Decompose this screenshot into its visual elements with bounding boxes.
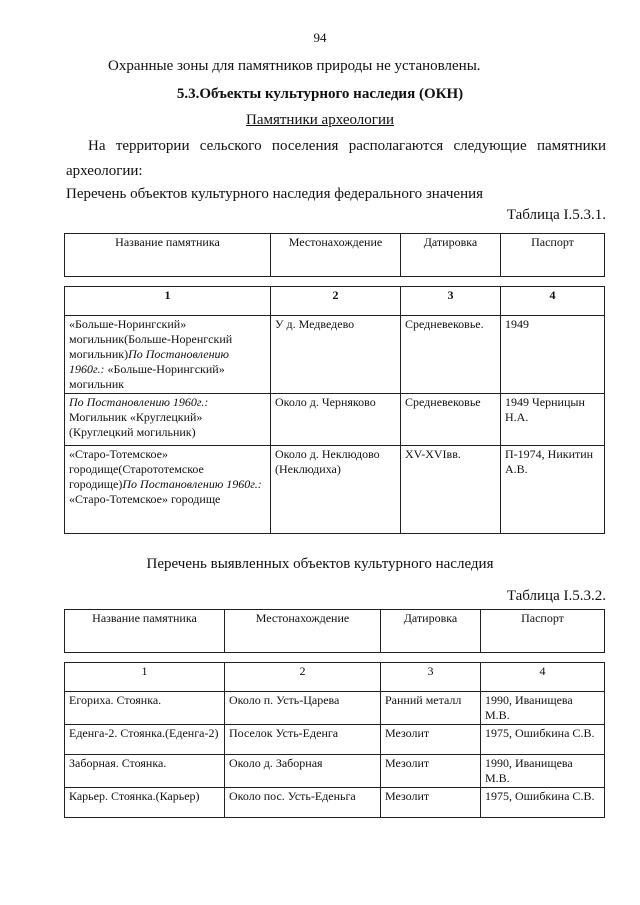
dating: Мезолит bbox=[381, 725, 481, 755]
location: У д. Медведево bbox=[271, 316, 401, 394]
passport: 1975, Ошибкина С.В. bbox=[481, 725, 605, 755]
table-cell: 4 bbox=[481, 663, 605, 692]
location: Около д. Черняково bbox=[271, 394, 401, 446]
archaeology-subheading: Памятники археологии bbox=[246, 112, 394, 128]
monument-name: Заборная. Стоянка. bbox=[65, 755, 225, 788]
table1-col-passport: Паспорт bbox=[501, 234, 605, 277]
passport: 1949 bbox=[501, 316, 605, 394]
table-cell: 3 bbox=[381, 663, 481, 692]
table-cell: 3 bbox=[401, 287, 501, 316]
table1-number-row bbox=[65, 287, 605, 316]
dating: XV-XVIвв. bbox=[401, 446, 501, 534]
table-row bbox=[65, 725, 605, 755]
table1-caption: Таблица I.5.3.1. bbox=[506, 207, 606, 223]
table-row bbox=[65, 446, 605, 534]
monument-name bbox=[65, 316, 271, 394]
location: Около пос. Усть-Еденьга bbox=[225, 788, 381, 818]
page-number: 94 bbox=[313, 30, 327, 45]
table-row bbox=[65, 788, 605, 818]
table1-body bbox=[64, 286, 605, 534]
intro-paragraph bbox=[66, 134, 606, 184]
table1-col-name: Название памятника bbox=[65, 234, 271, 277]
monument-name bbox=[65, 394, 271, 446]
decree-ref: По Постановлению 1960г.: bbox=[122, 477, 262, 491]
nature-zones-note: Охранные зоны для памятников природы не установлены. bbox=[108, 58, 481, 74]
table2-header bbox=[64, 609, 605, 653]
dating: Средневековье bbox=[401, 394, 501, 446]
table1-header bbox=[64, 233, 605, 277]
table2-caption: Таблица I.5.3.2. bbox=[506, 588, 606, 604]
table-row bbox=[65, 316, 605, 394]
name-text: «Больше-Норингский» могильник bbox=[69, 362, 225, 391]
passport: 1990, Иванищева М.В. bbox=[481, 692, 605, 725]
name-text: Могильник «Круглецкий» (Круглецкий могильник) bbox=[69, 410, 203, 439]
table-cell: 1 bbox=[65, 287, 271, 316]
dating: Мезолит bbox=[381, 755, 481, 788]
table-cell: 4 bbox=[501, 287, 605, 316]
table2-number-row bbox=[65, 663, 605, 692]
identified-list-title: Перечень выявленных объектов культурного наследия bbox=[146, 556, 494, 572]
location: Около п. Усть-Царева bbox=[225, 692, 381, 725]
table2-col-passport: Паспорт bbox=[481, 610, 605, 653]
table-row bbox=[65, 755, 605, 788]
table2-col-dating: Датировка bbox=[381, 610, 481, 653]
table2-col-location: Местонахождение bbox=[225, 610, 381, 653]
location: Около д. Неклюдово (Неклюдиха) bbox=[271, 446, 401, 534]
table-row bbox=[65, 692, 605, 725]
name-text: «Старо-Тотемское» городище bbox=[69, 492, 221, 506]
table-cell: 2 bbox=[225, 663, 381, 692]
table-row bbox=[65, 394, 605, 446]
monument-name: Карьер. Стоянка.(Карьер) bbox=[65, 788, 225, 818]
dating: Ранний металл bbox=[381, 692, 481, 725]
monument-name bbox=[65, 446, 271, 534]
monument-name: Егориха. Стоянка. bbox=[65, 692, 225, 725]
passport: 1949 Черницын Н.А. bbox=[501, 394, 605, 446]
location: Поселок Усть-Еденга bbox=[225, 725, 381, 755]
table-cell: 2 bbox=[271, 287, 401, 316]
section-heading: 5.3.Объекты культурного наследия (ОКН) bbox=[176, 86, 464, 102]
location: Около д. Заборная bbox=[225, 755, 381, 788]
table2-body bbox=[64, 662, 605, 818]
table-cell: 1 bbox=[65, 663, 225, 692]
table1-col-dating: Датировка bbox=[401, 234, 501, 277]
monument-name: Еденга-2. Стоянка.(Еденга-2) bbox=[65, 725, 225, 755]
name-text: «Старо-Тотемское» городище(Старототемское городище) bbox=[69, 447, 204, 491]
dating: Мезолит bbox=[381, 788, 481, 818]
name-text: «Больше-Норингский» могильник(Больше-Норенгский могильник) bbox=[69, 317, 233, 361]
intro-text: На территории сельского поселения располагаются следующие памятники археологии: bbox=[66, 138, 606, 179]
passport: 1975, Ошибкина С.В. bbox=[481, 788, 605, 818]
federal-list-title: Перечень объектов культурного наследия федерального значения bbox=[66, 186, 484, 202]
decree-ref: По Постановлению 1960г.: bbox=[69, 395, 209, 409]
passport: П-1974, Никитин А.В. bbox=[501, 446, 605, 534]
decree-ref: По Постановлению 1960г.: bbox=[69, 347, 229, 376]
table1-col-location: Местонахождение bbox=[271, 234, 401, 277]
table2-col-name: Название памятника bbox=[65, 610, 225, 653]
dating: Средневековье. bbox=[401, 316, 501, 394]
passport: 1990, Иванищева М.В. bbox=[481, 755, 605, 788]
